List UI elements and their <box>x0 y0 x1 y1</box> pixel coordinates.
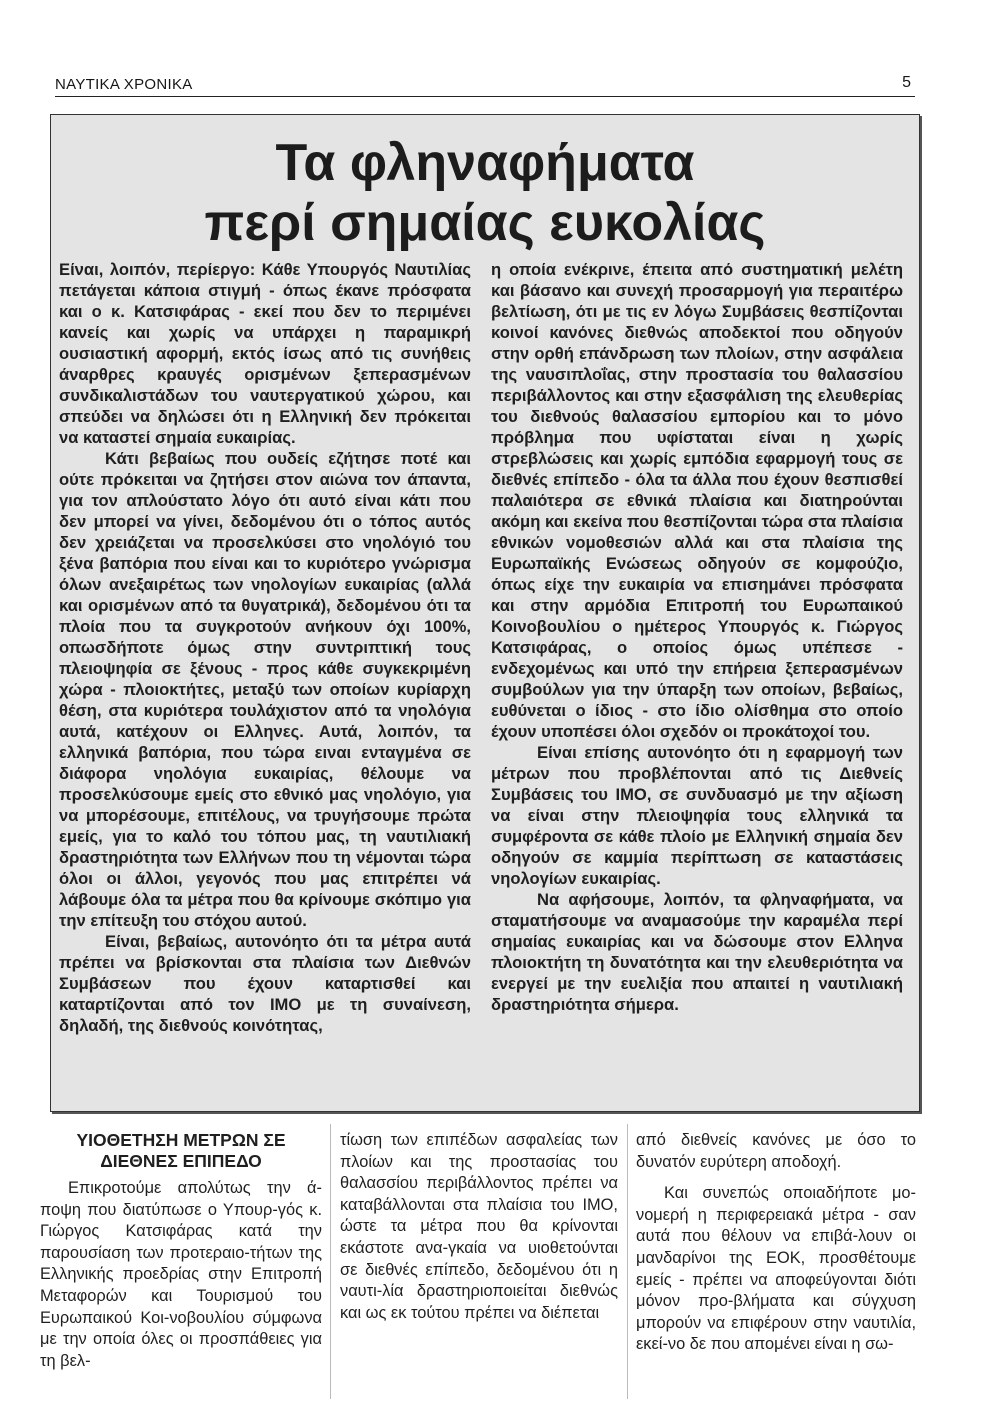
column-divider <box>627 1124 628 1399</box>
feature-left-column <box>59 259 471 1036</box>
article2-paragraph: τίωση των επιπέδων ασφαλείας των πλοίων και της προστασίας του θαλασσίου περιβάλλοντος πρέπει να καταβάλλονται στα πλαίσια του ΙΜΟ, ώστε τα μέτρα που θα κρίνονται εκάστοτε ανα-γκαία να υιοθετούνται σε διεθνές επίπεδο, δεδομένου ότι η ναυτι-λία δραστηριοποιείται διεθνώς και ως εκ τούτου πρέπει να διέπεται <box>340 1131 618 1322</box>
article2-paragraph: από διεθνείς κανόνες με όσο το δυνατόν ευρύτερη αποδοχή. <box>636 1131 916 1171</box>
article2-column-2 <box>340 1130 618 1324</box>
feature-paragraph: Είναι, λοιπόν, περίεργο: Κάθε Υπουργός Ναυτιλίας πετάγεται κάποια στιγμή - όπως έκανε πρόσφατα και ο κ. Κατσιφάρας - εκεί που δεν το περιμένει κανείς και χωρίς να υπάρχει η παραμικρή ουσιαστική αφορμή, εκτός ίσως από τις συνήθεις άναρθρες κραυγές ορισμένων ξεπερασμένων συνδικαλιστάδων του ναυτεργατικού χώρου, και σπεύδει να δηλώσει ότι η Ελληνική δεν πρόκειται να καταστεί σημαία ευκαιρίας. <box>59 260 471 447</box>
feature-paragraph: Είναι επίσης αυτονόητο ότι η εφαρμογή των μέτρων που προβλέπονται από τις Διεθνείς Συμβάσεις του ΙΜΟ, σε συνδυασμό με την αξίωση να είναι στην πλειοψηφία τους ελληνικά τα συμφέροντα σε κάθε πλοίο με Ελληνική σημαία δεν οδηγούν σε καμμία περίπτωση σε καταστάσεις νηολογίων ευκαιρίας. <box>491 743 903 888</box>
article2-heading-line1: ΥΙΟΘΕΤΗΣΗ ΜΕΤΡΩΝ ΣΕ <box>76 1130 286 1150</box>
article2-paragraph: Επικροτούμε απολύτως την ά-ποψη που διατύπωσε ο Υπουρ-γός κ. Γιώργος Κατσιφάρας κατά την παρουσίαση των προτεραιο-τήτων της Ελληνικής προεδρίας στην Επιτροπή Μεταφορών και Τουρισμού του Ευρωπαικού Κοι-νοβουλίου σύμφωνα με την οποία όλες οι προσπάθειες για τη βελ- <box>40 1179 322 1370</box>
column-divider <box>330 1124 331 1399</box>
article2-heading-line2: ΔΙΕΘΝΕΣ ΕΠΙΠΕΔΟ <box>100 1151 262 1171</box>
running-header <box>55 76 915 97</box>
article2-column-3 <box>636 1130 916 1356</box>
page-number: 5 <box>902 74 911 91</box>
article2-heading <box>40 1130 322 1172</box>
feature-paragraph: η οποία ενέκρινε, έπειτα από συστηματική μελέτη και βάσανο και συνεχή προσαρμογή για περαιτέρω βελτίωση, ότι με τις εν λόγω Συμβάσεις θεσπίζονται κοινοί κανόνες διεθνώς αποδεκτοί που οδηγούν στην ορθή επάνδρωση των πλοίων, στην ασφάλεια της ναυσιπλοΐας, στην προστασία του θαλασσίου περιβάλλοντος και στην εξασφάλιση της ελευθερίας του διεθνούς θαλασσίου εμπορίου και το μόνο πρόβλημα που υφίσταται είναι η χωρίς στρεβλώσεις και χωρίς εμπόδια εφαρμογή τους σε διεθνές επίπεδο - όλα τα άλλα που έχουν θεσπισθεί παλαιότερα σε εθνικά πλαίσια και διατηρούνται ακόμη και εκείνα που θεσπίζονται τώρα στα πλαίσια εθνικών νομοθεσιών αλλά και στα πλαίσια της Ευρωπαϊκής Ενώσεως οδηγούν σε κομφούζιο, όπως είχε την ευκαιρία να επισημάνει πρόσφατα και στην αρμόδια Επιτροπή του Ευρωπαικού Κοινοβουλίου ο ημέτερος Υπουργός κ. Γιώργος Κατσιφάρας, ο οποίος όμως υπέπεσε - ενδεχομένως και υπό την επήρεια ξεπερασμένων συμβούλων για την ύπαρξη των οποίων, βεβαίως, ευθύνεται ο ίδιος - στο ίδιο ολίσθημα στο οποίο έχουν υποπέσει όλοι σχεδόν οι προκάτοχοί του. <box>491 260 903 741</box>
feature-right-column <box>491 259 903 1015</box>
article-title-line2: περί σημαίας ευκολίας <box>204 194 766 252</box>
feature-article-box <box>50 114 920 1112</box>
article-title-line1: Τα φληναφήματα <box>275 134 695 192</box>
article2-column-1 <box>40 1130 322 1372</box>
feature-paragraph: Είναι, βεβαίως, αυτονόητο ότι τα μέτρα αυτά πρέπει να βρίσκονται στα πλαίσια των Διεθνών Συμβάσεων που έχουν καταρτισθεί και καταρτίζονται από τον ΙΜΟ με τη συναίνεση, δηλαδή, της διεθνούς κοινότητας, <box>59 932 471 1035</box>
publication-name: ΝΑΥΤΙΚΑ ΧΡΟΝΙΚΑ <box>55 76 193 93</box>
feature-paragraph: Να αφήσουμε, λοιπόν, τα φληναφήματα, να σταματήσουμε να αναμασούμε την καραμέλα περί σημαίας ευκαιρίας και να δώσουμε στον Ελληνα πλοιοκτήτη τη δυνατότητα και την ελευθεριότητα να ενεργεί με την ευελιξία που απαιτεί η ναυτιλιακή δραστηριότητα σήμερα. <box>491 890 903 1014</box>
article2-paragraph: Και συνεπώς οποιαδήποτε μο-νομερή η περιφερειακά μέτρα - σαν αυτά που θέλουν να επιβά-λουν οι μανδαρίνοι της ΕΟΚ, προσθέτουμε εμείς - πρέπει να αποφεύγονται διότι μόνον προ-βλήματα και σύγχυση μπορούν να επιφέρουν στην ναυτιλία, εκεί-νο δε που απομένει είναι η σω- <box>636 1184 916 1354</box>
feature-paragraph: Κάτι βεβαίως που ουδείς εζήτησε ποτέ και ούτε πρόκειται να ζητήσει στον αιώνα τον άπαντα, για τον απλούστατο λόγο ότι αυτό είναι κάτι που δεν μπορεί να γίνει, δεδομένου ότι ο τόπος αυτός δεν χρειάζεται να προσελκύσει στο νηολόγιό του ξένα βαπόρια που είναι και το κυριότερο γνώρισμα όλων ανεξαιρέτως των νηολογίων ευκαιρίας (αλλά και ορισμένων από τα θυγατρικά), δεδομένου ότι τα πλοία που τα συγκροτούν ανήκουν όχι 100%, οπωσδήποτε όμως στην συντριπτική τους πλειοψηφία σε ξένους - προς κάθε συγκεκριμένη χώρα - πλοιοκτήτες, μεταξύ των οποίων κυρίαρχη θέση, στα κυριότερα τουλάχιστον από τα νηολόγια αυτά, κατέχουν οι Ελληνες. Αυτά, λοιπόν, τα ελληνικά βαπόρια, που τώρα ειναι ενταγμένα σε διάφορα νηολόγια ευκαιρίας, θέλουμε να προσελκύσουμε εμείς στο εθνικό μας νηολόγιο, για να μπορέσουμε, επιτέλους, να τρυγήσουμε πρώτα εμείς, για το καλό του τόπου μας, τη ναυτιλιακή δραστηριότητα των Ελλήνων που τη νέμονται τώρα όλοι οι άλλοι, γεγονός που μας επιτρέπει νά λάβουμε όλα τα μέτρα που θα κρίνουμε σκόπιμο για την επίτευξη του στόχου αυτού. <box>59 449 471 930</box>
